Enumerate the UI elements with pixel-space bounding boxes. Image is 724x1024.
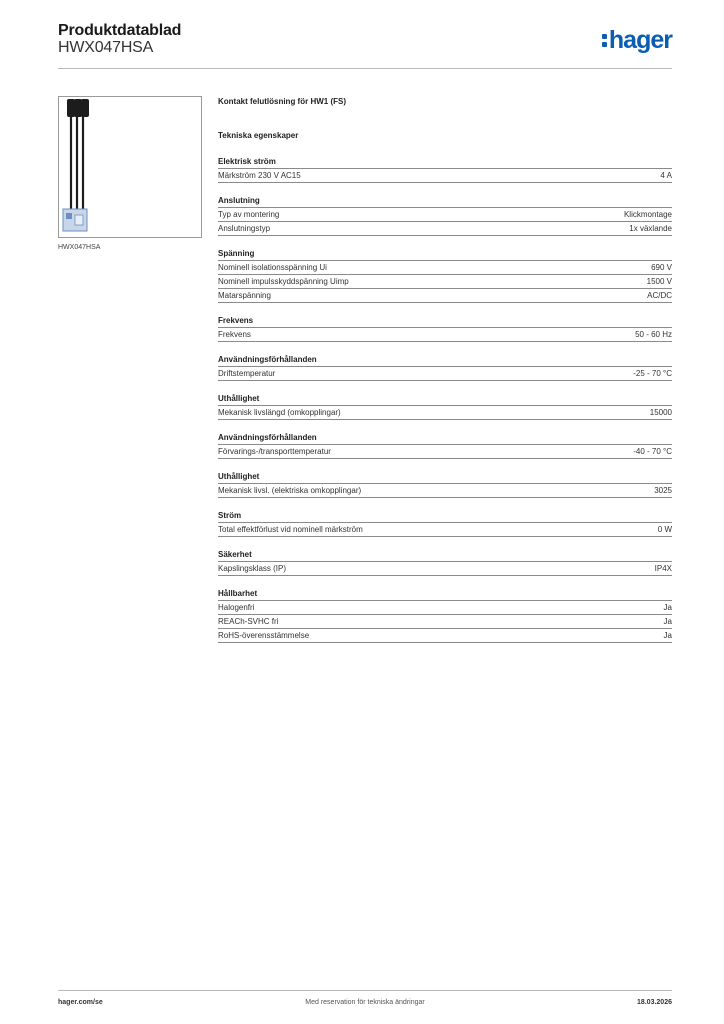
product-image-caption: HWX047HSA [58, 244, 101, 251]
spec-row [218, 615, 672, 629]
spec-section [218, 393, 672, 420]
section-heading: Användningsförhållanden [218, 354, 672, 367]
spec-value: Ja [663, 603, 672, 612]
spec-value: -25 - 70 °C [633, 369, 672, 378]
spec-row [218, 445, 672, 459]
spec-section [218, 195, 672, 236]
section-heading: Säkerhet [218, 549, 672, 562]
spec-row [218, 275, 672, 289]
spec-value: 0 W [657, 525, 672, 534]
spec-row [218, 289, 672, 303]
technical-spec [218, 96, 672, 643]
spec-row [218, 406, 672, 420]
spec-label: Kapslingsklass (IP) [218, 564, 287, 573]
spec-label: Nominell isolationsspänning Ui [218, 263, 327, 272]
spec-label: Förvarings-/transporttemperatur [218, 447, 331, 456]
footer-date: 18.03.2026 [636, 999, 672, 1006]
spec-label: Matarspänning [218, 291, 271, 300]
spec-subtitle: Tekniska egenskaper [218, 131, 299, 140]
page-footer [58, 990, 672, 1013]
spec-label: Anslutningstyp [218, 224, 271, 233]
spec-value: 1500 V [646, 277, 672, 286]
spec-section [218, 248, 672, 303]
spec-title: Kontakt felutlösning för HW1 (FS) [218, 97, 346, 106]
spec-label: Mekanisk livsl. (elektriska omkopplingar) [218, 486, 362, 495]
spec-section [218, 471, 672, 498]
spec-value: AC/DC [647, 291, 672, 300]
footer-disclaimer: Med reservation för tekniska ändringar [305, 999, 425, 1006]
section-heading: Spänning [218, 248, 672, 261]
section-heading: Ström [218, 510, 672, 523]
section-heading: Elektrisk ström [218, 156, 672, 169]
footer-website: hager.com/se [58, 999, 103, 1006]
spec-value: 50 - 60 Hz [635, 330, 672, 339]
spec-row [218, 367, 672, 381]
section-heading: Uthållighet [218, 471, 672, 484]
spec-row [218, 208, 672, 222]
spec-value: Ja [663, 617, 672, 626]
spec-row [218, 601, 672, 615]
spec-row [218, 484, 672, 498]
logo-dots-icon [602, 34, 607, 47]
spec-label: Total effektförlust vid nominell märkström [218, 525, 363, 534]
spec-value: 3025 [654, 486, 672, 495]
page-header [58, 22, 672, 69]
spec-label: Frekvens [218, 330, 251, 339]
logo-text: hager [608, 25, 672, 54]
spec-label: Typ av montering [218, 210, 280, 219]
spec-value: IP4X [654, 564, 672, 573]
spec-value: 15000 [649, 408, 672, 417]
spec-label: Halogenfri [218, 603, 255, 612]
spec-row [218, 169, 672, 183]
spec-row [218, 629, 672, 643]
spec-section [218, 549, 672, 576]
spec-value: Klickmontage [623, 210, 672, 219]
spec-section [218, 432, 672, 459]
spec-value: 1x växlande [629, 224, 672, 233]
spec-value: 4 A [660, 171, 672, 180]
spec-sections [218, 156, 672, 643]
spec-section [218, 354, 672, 381]
spec-row [218, 562, 672, 576]
spec-label: Driftstemperatur [218, 369, 276, 378]
section-heading: Anslutning [218, 195, 672, 208]
spec-section [218, 588, 672, 643]
spec-section [218, 510, 672, 537]
spec-label: Nominell impulsskyddspänning Uimp [218, 277, 349, 286]
spec-row [218, 261, 672, 275]
spec-row [218, 222, 672, 236]
spec-section [218, 315, 672, 342]
product-image [59, 97, 201, 237]
product-image-frame [58, 96, 202, 238]
spec-row [218, 328, 672, 342]
spec-value: Ja [663, 631, 672, 640]
section-heading: Användningsförhållanden [218, 432, 672, 445]
product-code: HWX047HSA [58, 39, 154, 56]
section-heading: Uthållighet [218, 393, 672, 406]
spec-label: REACh-SVHC fri [218, 617, 279, 626]
document-title: Produktdatablad [58, 22, 182, 39]
spec-value: 690 V [651, 263, 672, 272]
spec-label: Märkström 230 V AC15 [218, 171, 301, 180]
spec-row [218, 523, 672, 537]
spec-value: -40 - 70 °C [633, 447, 672, 456]
spec-label: RoHS-överensstämmelse [218, 631, 310, 640]
spec-section [218, 156, 672, 183]
section-heading: Frekvens [218, 315, 672, 328]
spec-label: Mekanisk livslängd (omkopplingar) [218, 408, 341, 417]
section-heading: Hållbarhet [218, 588, 672, 601]
hager-logo [602, 26, 672, 54]
